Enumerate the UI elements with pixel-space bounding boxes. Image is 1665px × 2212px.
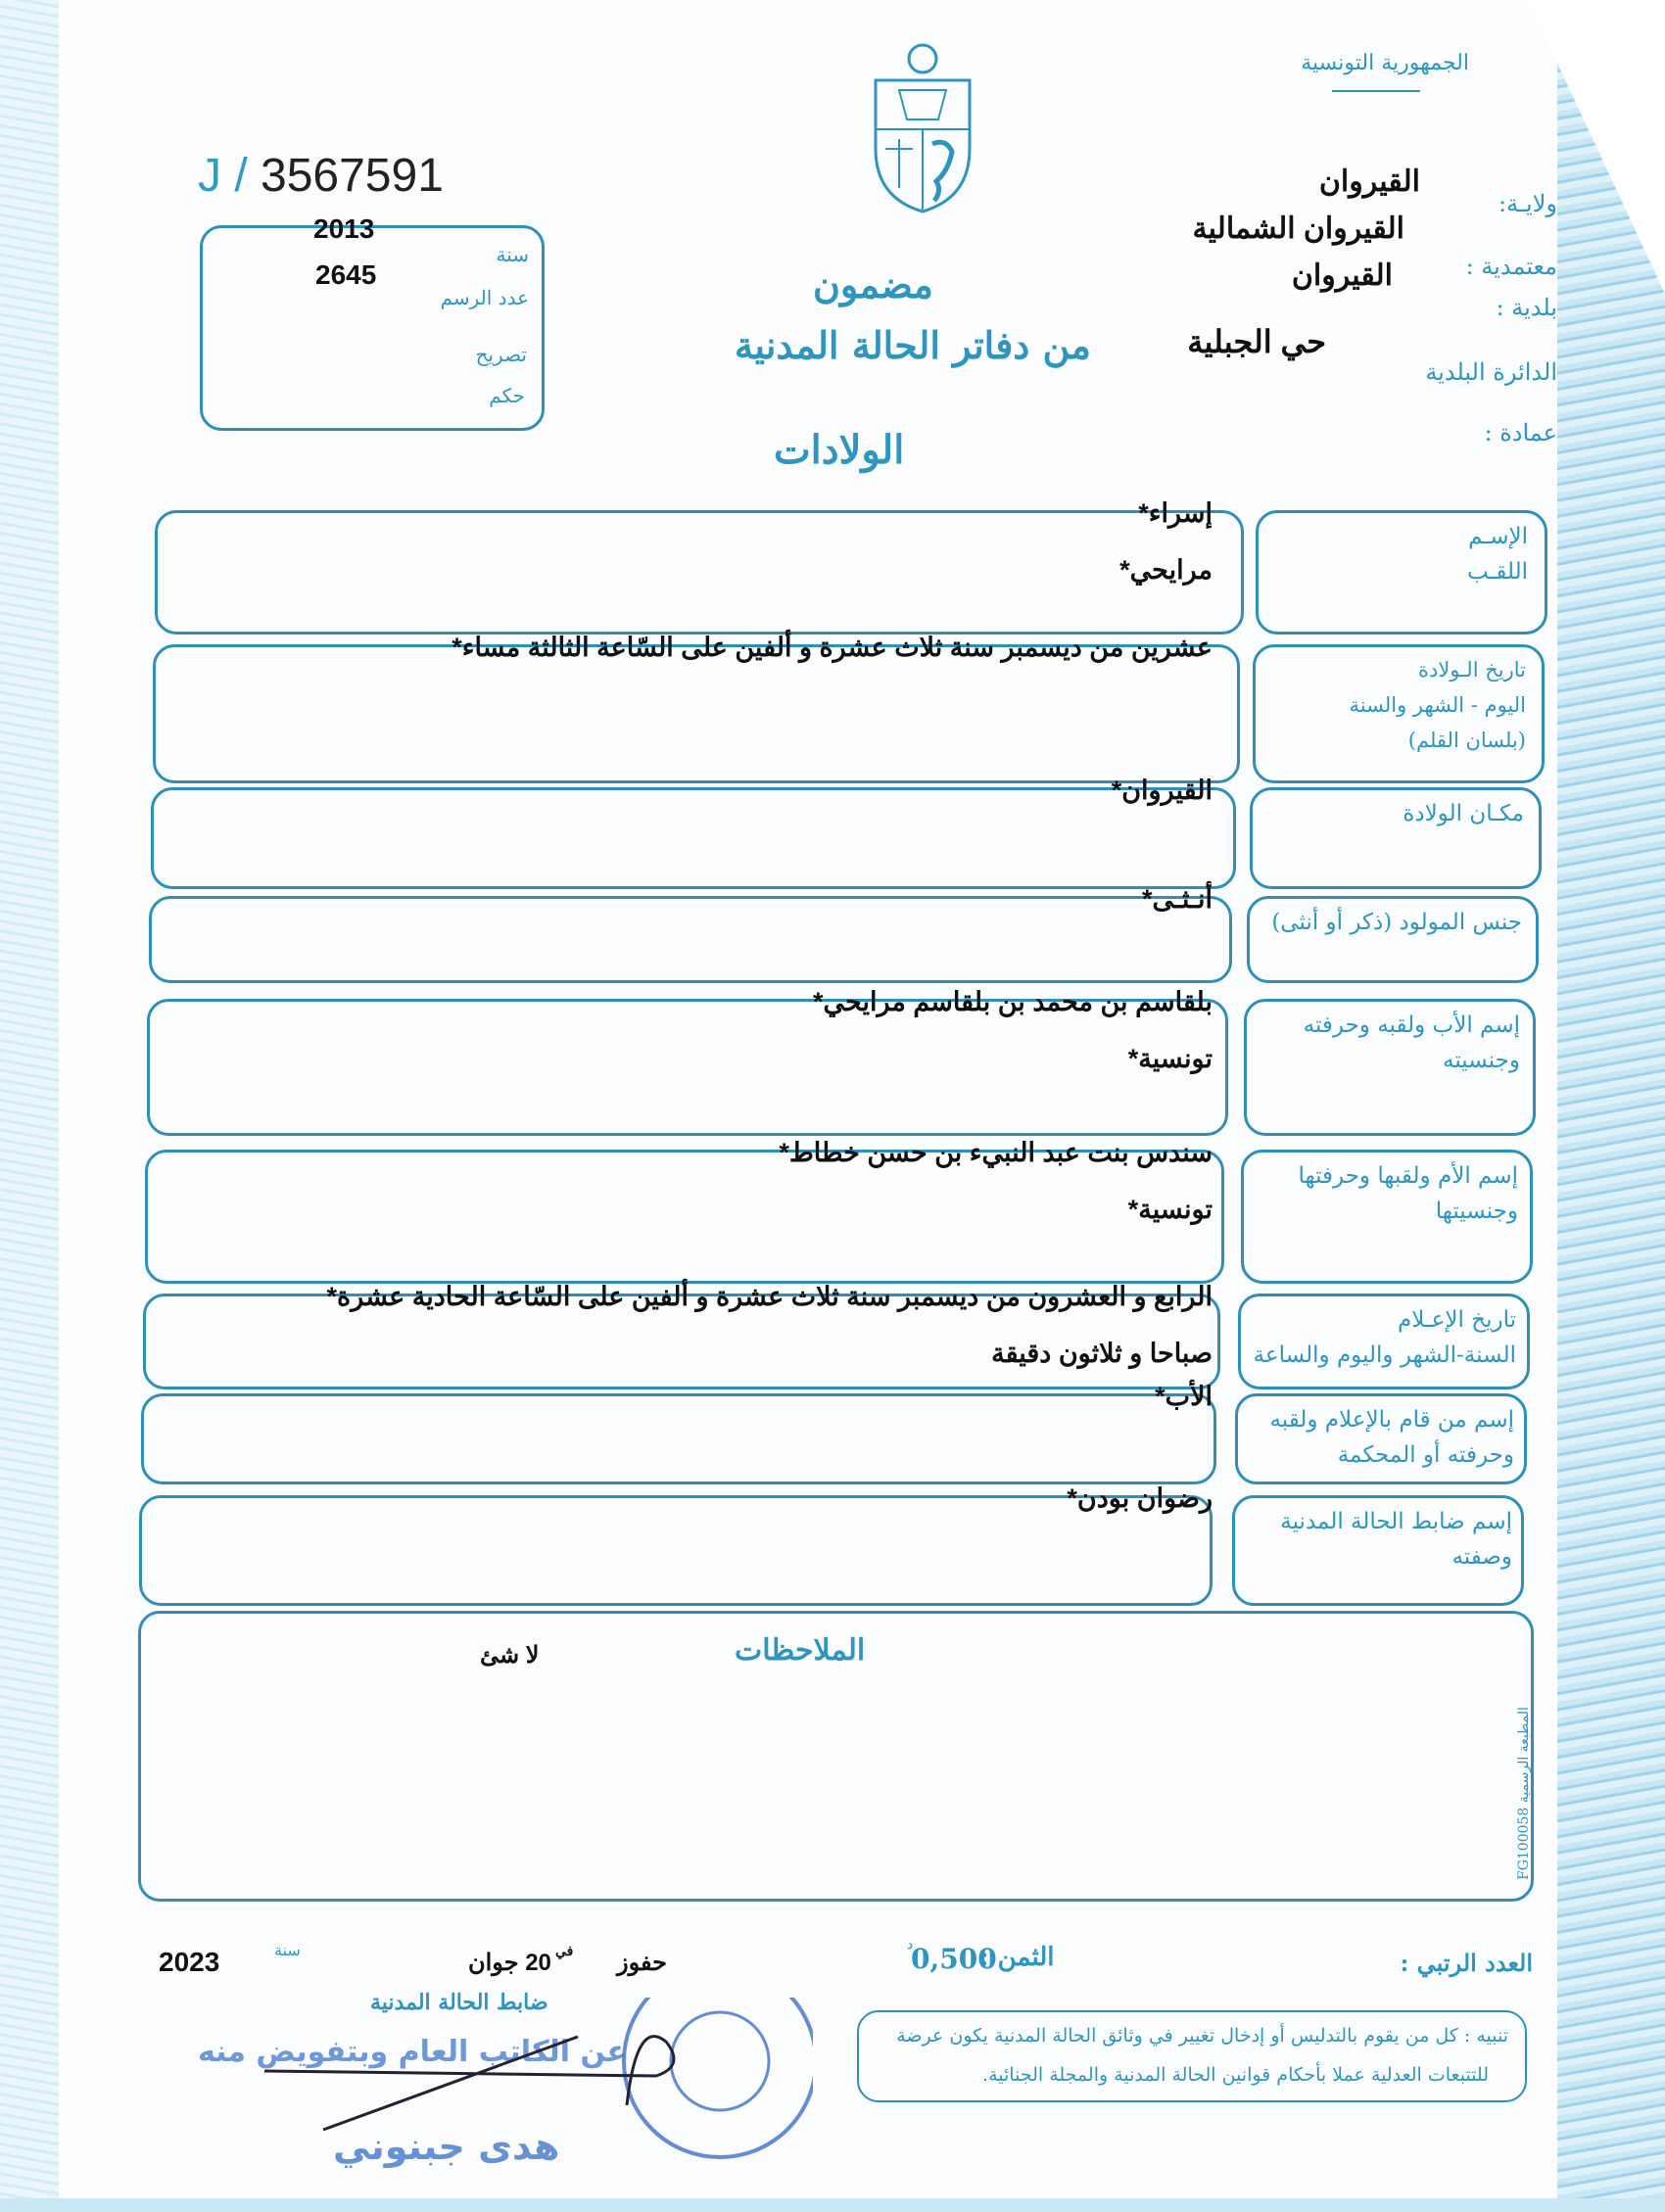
row-mother-value-box: [145, 1150, 1224, 1284]
delegation-value: القيروان الشمالية: [1192, 212, 1404, 245]
officer-title: ضابط الحالة المدنية: [370, 1990, 548, 2015]
folded-corner: [1528, 0, 1665, 294]
declaration-label: تصريح: [475, 343, 527, 366]
price-value: 0,500: [911, 1943, 997, 1975]
stamp-and-signature: [197, 1998, 813, 2193]
republic-title: الجمهورية التونسية: [1301, 51, 1469, 75]
row-birth-date-label2: اليوم - الشهر والسنة: [1349, 693, 1526, 717]
row-birth-date-value-box: [153, 644, 1240, 783]
row-mother-value1: سندس بنت عبد النبيء بن حسن خطاط*: [779, 1138, 1213, 1167]
row-birth-place-label1: مكـان الولادة: [1403, 801, 1524, 826]
coat-of-arms-emblem: [870, 41, 975, 213]
district-label: الدائرة البلدية: [1425, 358, 1557, 386]
row-civil-officer-label1: إسم ضابط الحالة المدنية: [1280, 1509, 1512, 1534]
row-civil-officer-value-box: [139, 1495, 1213, 1606]
row-birth-date-label1: تاريخ الـولادة: [1417, 658, 1526, 682]
row-father-value1: بلقاسم بن محمد بن بلقاسم مرايحي*: [813, 987, 1213, 1016]
place-value: حفوز: [617, 1950, 667, 1976]
row-father-label2: وجنسيته: [1443, 1048, 1520, 1073]
remarks-value: لا شئ: [480, 1642, 540, 1669]
serial-number: 3567591: [261, 150, 444, 202]
row-father-value2: تونسية*: [1127, 1044, 1213, 1073]
row-name-label2: اللقـب: [1467, 559, 1528, 585]
row-declarant-value-box: [141, 1393, 1216, 1484]
divider: [1332, 90, 1420, 92]
notice-line-1: تنبيه : كل من يقوم بالتدليس أو إدخال تغيير في وثائق الحالة المدنية يكون عرضة: [896, 2025, 1508, 2047]
title-summary: مضمون: [813, 262, 933, 306]
wilaya-label: ولايـة:: [1498, 190, 1557, 217]
row-sex-label1: جنس المولود (ذكر أو أنثى): [1271, 910, 1522, 935]
row-mother-label1: إسم الأم ولقبها وحرفتها: [1298, 1163, 1518, 1189]
row-mother-value2: تونسية*: [1127, 1195, 1213, 1224]
record-year-label: سنة: [496, 243, 529, 266]
row-declarant-label1: إسم من قام بالإعلام ولقبه: [1269, 1407, 1514, 1433]
date-value: 20 جوان: [468, 1950, 551, 1976]
serial-prefix: J /: [198, 150, 248, 202]
municipality-label: بلدية :: [1496, 294, 1557, 321]
row-civil-officer-label2: وصفته: [1451, 1544, 1512, 1570]
currency: د: [907, 1937, 914, 1953]
row-name-label1: الإسـم: [1468, 524, 1528, 549]
page-bottom-edge: [0, 2198, 1665, 2212]
judgment-label: حكم: [489, 384, 525, 407]
row-declaration-date-value1: الرابع و العشرون من ديسمبر سنة ثلاث عشرة و ألفين على السّاعة الحادية عشرة*: [326, 1282, 1213, 1311]
in-label: في: [555, 1943, 574, 1958]
row-birth-date-value1: عشرين من ديسمبر سنة ثلاث عشرة و ألفين على السّاعة الثالثة مساء*: [452, 633, 1213, 662]
price-label: الثمن :: [979, 1943, 1055, 1972]
serial-order-label: العدد الرتبي :: [1400, 1949, 1533, 1977]
row-birth-date-label3: (بلسان القلم): [1407, 729, 1526, 752]
row-declaration-date-value2: صباحا و ثلاثون دقيقة: [991, 1339, 1213, 1368]
row-civil-officer-value1: رضوان بودن*: [1067, 1483, 1213, 1513]
delegation-label: معتمدية :: [1465, 253, 1557, 280]
guilloche-border-left: [0, 0, 59, 2212]
row-name-value1: إسراء*: [1138, 498, 1213, 528]
title-civil-registry: من دفاتر الحالة المدنية: [735, 323, 1091, 367]
year-value: 2023: [159, 1947, 220, 1977]
notice-line-2: للتتبعات العدلية عملا بأحكام قوانين الحالة المدنية والمجلة الجنائية.: [982, 2064, 1489, 2086]
record-number-label: عدد الرسم: [440, 286, 529, 309]
row-father-value-box: [147, 999, 1228, 1136]
row-declaration-date-label1: تاريخ الإعـلام: [1397, 1307, 1516, 1333]
row-mother-label2: وجنسيتها: [1435, 1199, 1518, 1224]
row-declarant-value1: الأب*: [1155, 1382, 1213, 1411]
record-number: 2645: [315, 259, 377, 290]
officer-name: هدى جبنوني: [333, 2125, 560, 2168]
row-declaration-date-label2: السنة-الشهر واليوم والساعة: [1253, 1342, 1516, 1368]
row-sex-value-box: [149, 896, 1232, 983]
guilloche-border-right: [1557, 0, 1665, 2212]
district-value: حي الجبلية: [1187, 324, 1326, 359]
row-birth-place-value-box: [151, 787, 1236, 889]
row-birth-place-value1: القيروان*: [1111, 776, 1213, 805]
title-births: الولادات: [774, 427, 905, 473]
year-label: سنة: [274, 1941, 301, 1959]
row-sex-value1: أنـثـى*: [1142, 884, 1213, 914]
printer-mark: المطبعة الرسمية FG100058: [1516, 1707, 1532, 1880]
municipality-value: القيروان: [1291, 259, 1393, 292]
row-name-value2: مرايحي*: [1119, 555, 1213, 585]
remarks-label: الملاحظات: [735, 1633, 866, 1668]
wilaya-value: القيروان: [1318, 165, 1420, 198]
row-name-value-box: [155, 510, 1244, 635]
row-declarant-label2: وحرفته أو المحكمة: [1337, 1442, 1514, 1468]
record-year: 2013: [313, 213, 375, 244]
signature-stamp-text: عن الكاتب العام وبتفويض منه: [197, 2035, 627, 2069]
row-father-label1: إسم الأب ولقبه وحرفته: [1303, 1012, 1520, 1038]
imada-label: عمادة :: [1484, 419, 1557, 447]
